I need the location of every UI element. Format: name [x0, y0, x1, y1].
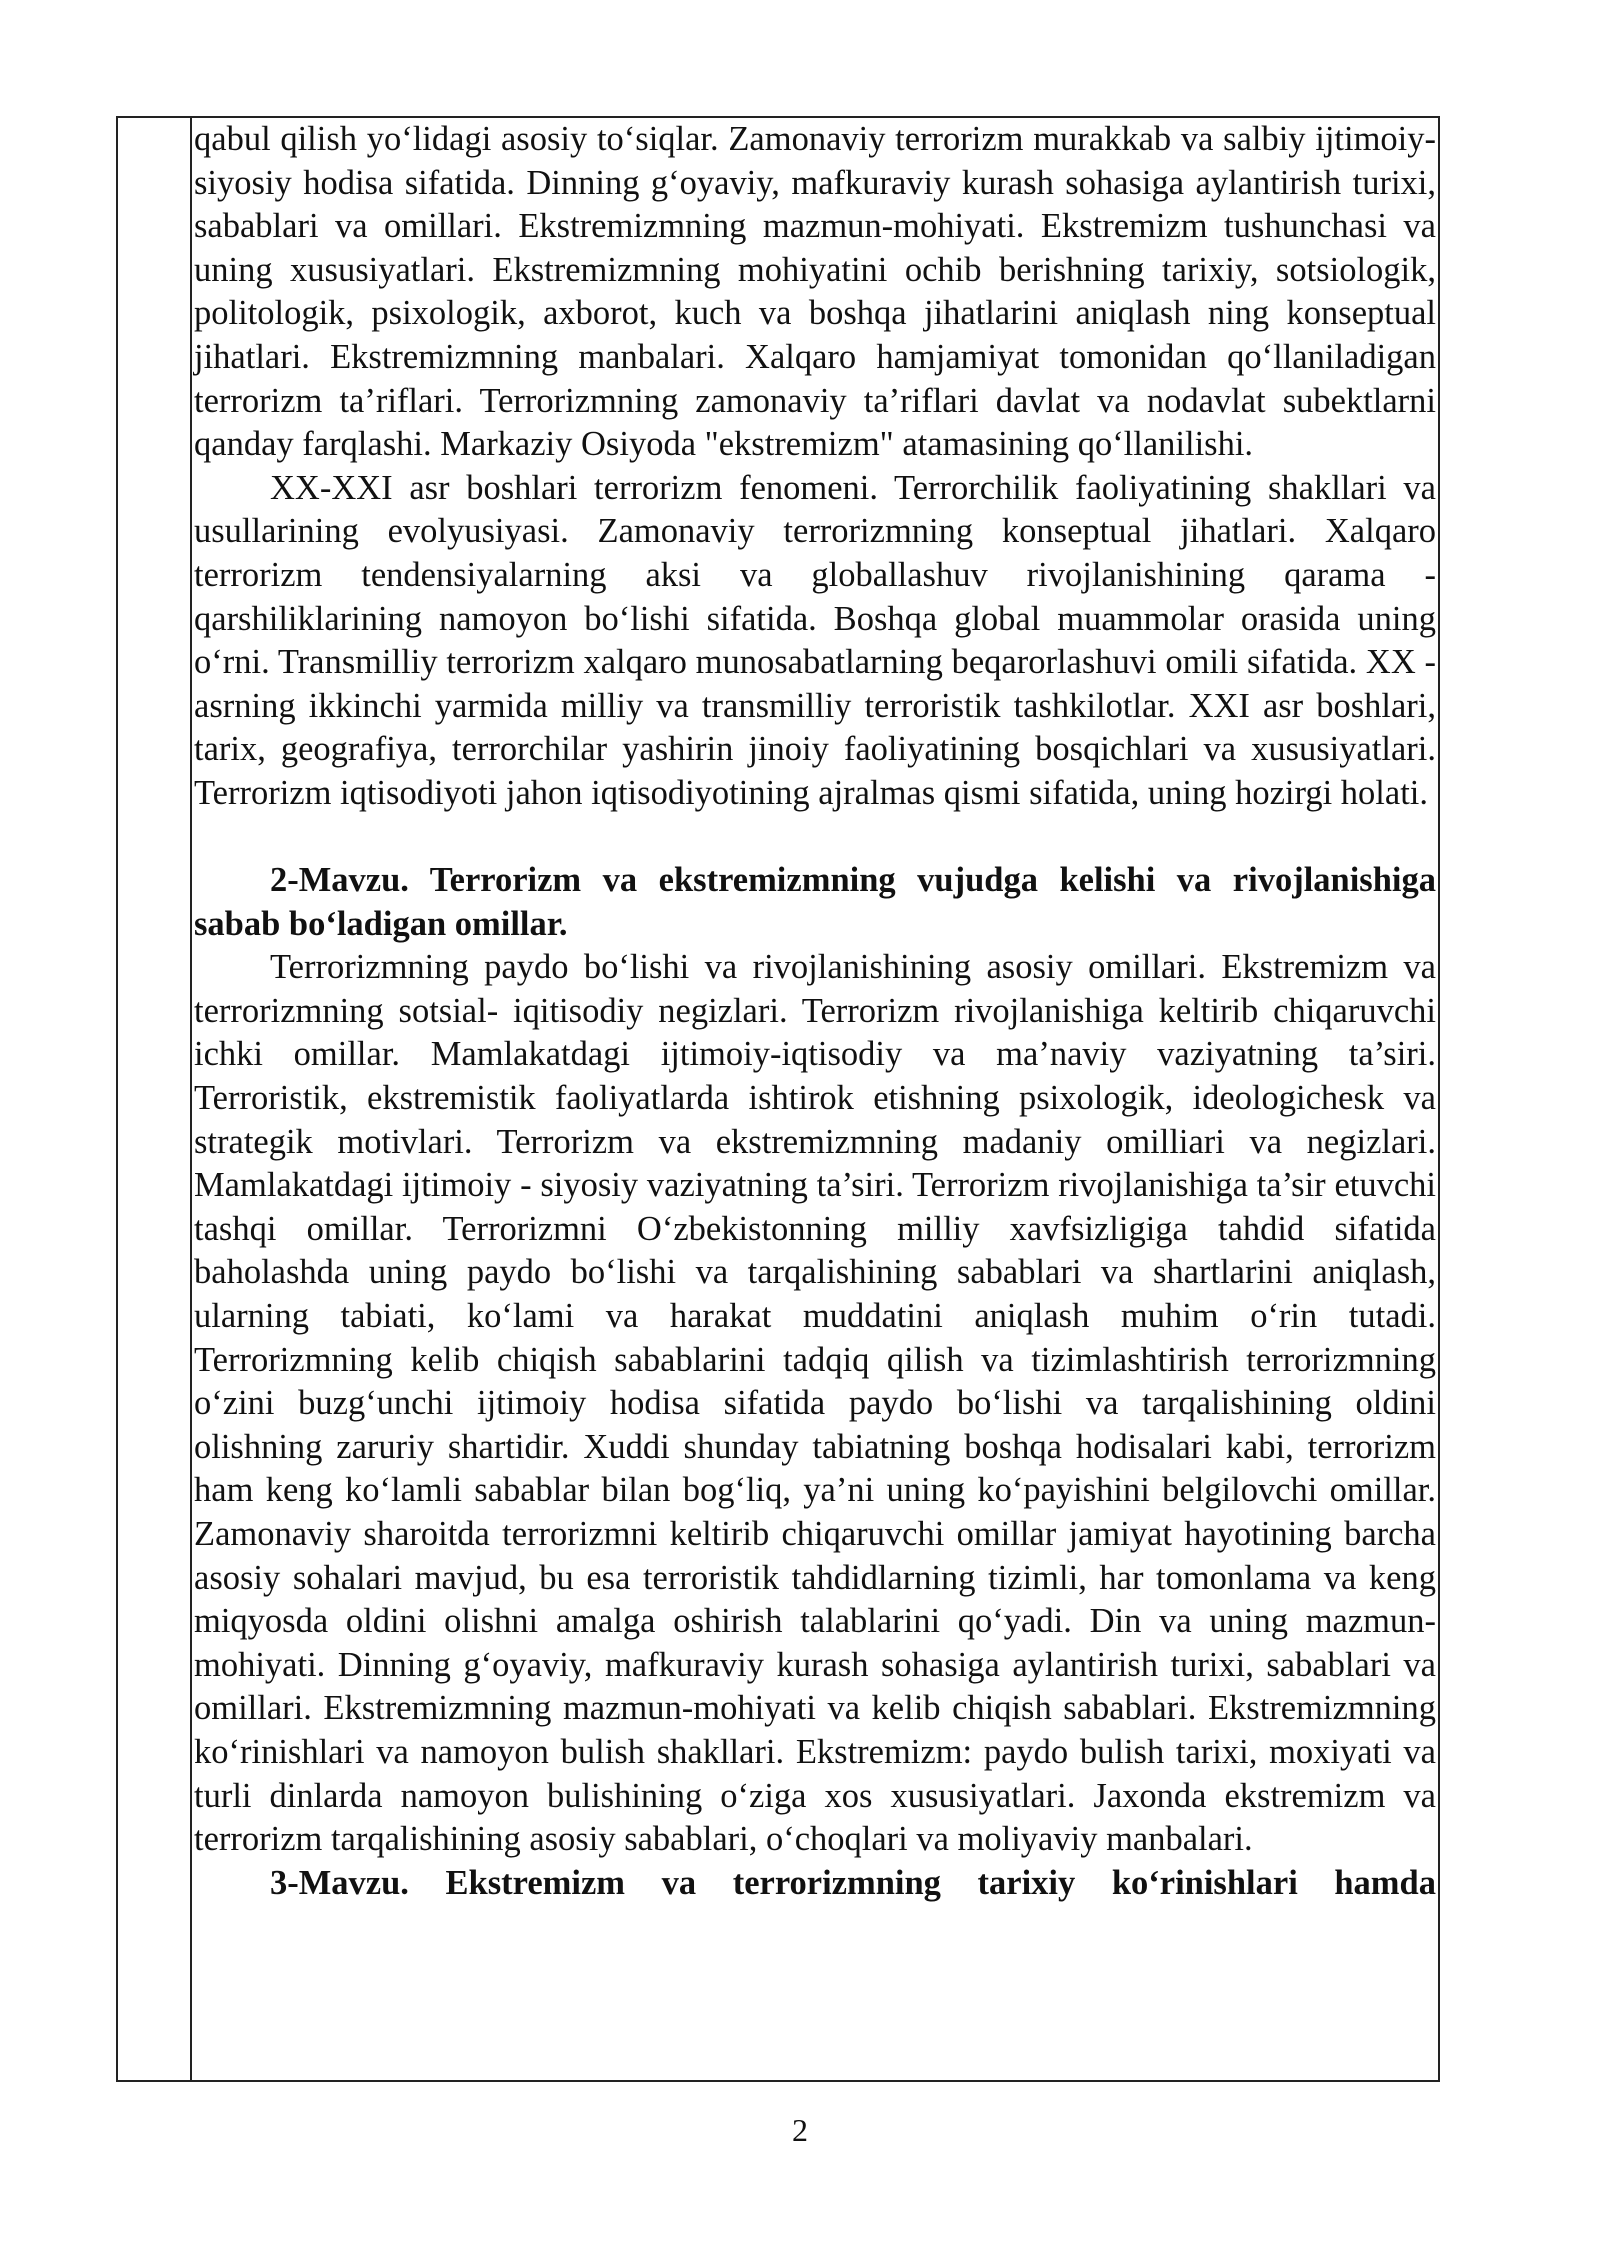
- paragraph-2: XX-XXI asr boshlari terrorizm fenomeni. Terrorchilik faoliyatining shakllari va usullarining evolyusiyasi. Zamonaviy terrorizmning konseptual jihatlari. Xalqaro terrorizm tendensiyalarning aksi va globallashuv rivojlanishining qarama -qarshiliklarining namoyon bo‘lishi sifatida. Boshqa global muammolar orasida uning o‘rni. Transmilliy terrorizm xalqaro munosabatlarning beqarorlashuvi omili sifatida. XX - asrning ikkinchi yarmida milliy va transmilliy terroristik tashkilotlar. XXI asr boshlari, tarix, geografiya, terrorchilar yashirin jinoiy faoliyatining bosqichlari va xususiyatlari. Terrorizm iqtisodiyoti jahon iqtisodiyotining ajralmas qismi sifatida, uning hozirgi holati.: [194, 468, 1436, 812]
- table-content-column: [192, 118, 1438, 2080]
- topic-heading-3: 3-Mavzu. Ekstremizm va terrorizmning tarixiy ko‘rinishlari hamda: [270, 1863, 1436, 1902]
- paragraph-1: qabul qilish yo‘lidagi asosiy to‘siqlar. Zamonaviy terrorizm murakkab va salbiy ijtimoiy-siyosiy hodisa sifatida. Dinning g‘oyaviy, mafkuraviy kurash sohasiga aylantirish turixi, sabablari va omillari. Ekstremizmning mazmun-mohiyati. Ekstremizm tushunchasi va uning xususiyatlari. Ekstremizmning mohiyatini ochib berishning tarixiy, sotsiologik, politologik, psixologik, axborot, kuch va boshqa jihatlarini aniqlash ning konseptual jihatlari. Ekstremizmning manbalari. Xalqaro hamjamiyat tomonidan qo‘llaniladigan terrorizm ta’riflari. Terrorizmning zamonaviy ta’riflari davlat va nodavlat subektlarni qanday farqlashi. Markaziy Osiyoda "ekstremizm" atamasining qo‘llanilishi.: [194, 120, 1436, 464]
- document-table: [116, 116, 1440, 2082]
- table-left-column: [118, 118, 192, 2080]
- page-number: 2: [792, 2112, 808, 2148]
- blank-line: [194, 816, 1436, 860]
- paragraph-3: Terrorizmning paydo bo‘lishi va rivojlanishining asosiy omillari. Ekstremizm va terrorizmning sotsial- iqitisodiy negizlari. Terrorizm rivojlanishiga keltirib chiqaruvchi ichki omillar. Mamlakatdagi ijtimoiy-iqtisodiy va ma’naviy vaziyatning ta’siri. Terroristik, ekstremistik faoliyatlarda ishtirok etishning psixologik, ideologichesk va strategik motivlari. Terrorizm va ekstremizmning madaniy omilliari va negizlari. Mamlakatdagi ijtimoiy - siyosiy vaziyatning ta’siri. Terrorizm rivojlanishiga ta’sir etuvchi tashqi omillar. Terrorizmni O‘zbekistonning milliy xavfsizligiga tahdid sifatida baholashda uning paydo bo‘lishi va tarqalishining sabablari va shartlarini aniqlash, ularning tabiati, ko‘lami va harakat muddatini aniqlash muhim o‘rin tutadi. Terrorizmning kelib chiqish sabablarini tadqiq qilish va tizimlashtirish terrorizmning o‘zini buzg‘unchi ijtimoiy hodisa sifatida paydo bo‘lishi va tarqalishining oldini olishning zaruriy shartidir. Xuddi shunday tabiatning boshqa hodisalari kabi, terrorizm ham keng ko‘lamli sabablar bilan bog‘liq, ya’ni uning ko‘payishini belgilovchi omillar. Zamonaviy sharoitda terrorizmni keltirib chiqaruvchi omillar jamiyat hayotining barcha asosiy sohalari mavjud, bu esa terroristik tahdidlarning tizimli, har tomonlama va keng miqyosda oldini olishni amalga oshirish talablarini qo‘yadi. Din va uning mazmun-mohiyati. Dinning g‘oyaviy, mafkuraviy kurash sohasiga aylantirish turixi, sabablari va omillari. Ekstremizmning mazmun-mohiyati va kelib chiqish sabablari. Ekstremizmning ko‘rinishlari va namoyon bulish shakllari. Ekstremizm: paydo bulish tarixi, moxiyati va turli dinlarda namoyon bulishining o‘ziga xos xususiyatlari. Jaxonda ekstremizm va terrorizm tarqalishining asosiy sabablari, o‘choqlari va moliyaviy manbalari.: [194, 948, 1436, 1859]
- topic-heading-2: 2-Mavzu. Terrorizm va ekstremizmning vujudga kelishi va rivojlanishiga sabab bo‘ladigan omillar.: [194, 861, 1436, 943]
